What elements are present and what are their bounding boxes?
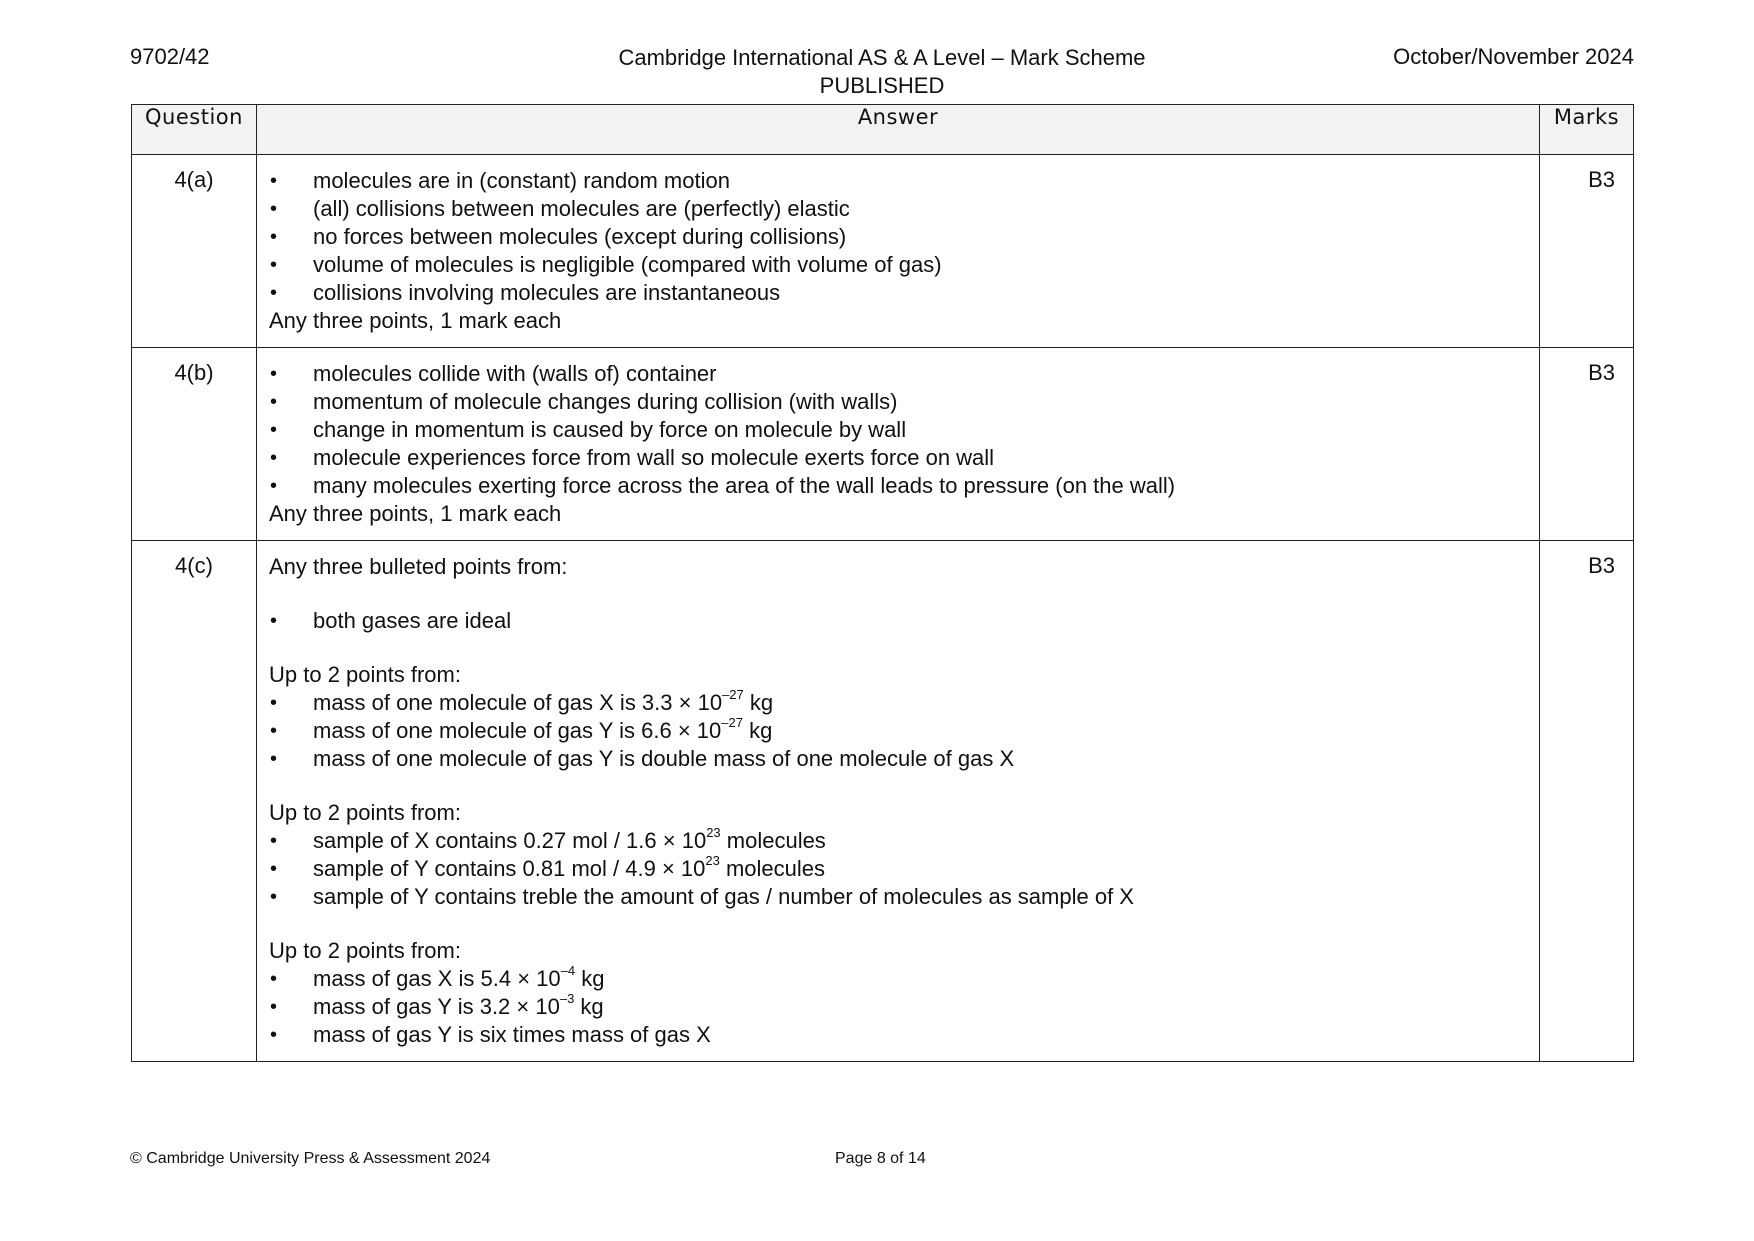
bullet-unit: kg [743,690,774,715]
answer-bullet [269,714,1529,745]
answer-bullet: • many molecules exerting force across the area of the wall leads to pressure (on the wall) [269,472,1529,500]
exponent: 23 [706,824,721,840]
exponent: –27 [721,714,743,730]
group-heading: Up to 2 points from: [269,800,461,825]
question-number: 4(a) [132,155,257,348]
page-header [130,44,1634,104]
bullet-unit: kg [574,994,604,1019]
footer-page-number: Page 8 of 14 [835,1150,926,1167]
answer-bullet-list [269,824,1529,911]
question-number: 4(b) [132,348,257,541]
bullet-unit: kg [575,966,605,991]
answer-bullet: • sample of Y contains treble the amount of gas / number of molecules as sample of X [269,883,1529,911]
syllabus-code: 9702/42 [130,44,210,69]
bullet-text: sample of Y contains 0.81 mol / 4.9 × 10 [313,856,706,881]
table-header-row [132,105,1634,155]
table-row [132,348,1634,541]
column-header-question: Question [132,105,257,155]
answer-intro: Any three bulleted points from: [269,554,568,579]
answer-bullet: • momentum of molecule changes during collision (with walls) [269,388,1529,416]
marks-value: B3 [1540,541,1634,1062]
answer-bullet [269,852,1529,883]
answer-bullet: • molecules collide with (walls of) container [269,360,1529,388]
table-row [132,541,1634,1062]
document-subtitle: PUBLISHED [819,73,945,98]
answer-bullet [269,686,1529,717]
answer-bullet-list [269,607,1529,635]
exam-session: October/November 2024 [1393,44,1634,69]
answer-bullet: • (all) collisions between molecules are (perfectly) elastic [269,195,1529,223]
answer-bullet-list [269,360,1529,500]
marking-note: Any three points, 1 mark each [269,501,562,526]
answer-bullet [269,962,1529,993]
bullet-text: sample of X contains 0.27 mol / 1.6 × 10 [313,828,707,853]
answer-bullet [269,990,1529,1021]
document-title: Cambridge International AS & A Level – Mark Scheme [618,45,1146,70]
footer-copyright: © Cambridge University Press & Assessment 2024 [130,1150,491,1167]
bullet-text: mass of gas Y is 3.2 × 10 [313,994,560,1019]
answer-cell [257,541,1540,1062]
answer-bullet: • collisions involving molecules are instantaneous [269,279,1529,307]
marking-note: Any three points, 1 mark each [269,308,562,333]
bullet-text: mass of one molecule of gas Y is 6.6 × 10 [313,718,722,743]
answer-bullet [269,824,1529,855]
exponent: 23 [705,852,720,868]
answer-cell [257,348,1540,541]
answer-bullet: • no forces between molecules (except during collisions) [269,223,1529,251]
answer-bullet-list [269,962,1529,1049]
bullet-unit: molecules [719,856,826,881]
exponent: –3 [559,990,575,1006]
answer-bullet: • mass of gas Y is six times mass of gas X [269,1021,1529,1049]
mark-scheme-table [131,104,1634,1062]
table-row [132,155,1634,348]
marks-value: B3 [1540,155,1634,348]
answer-cell [257,155,1540,348]
question-number: 4(c) [132,541,257,1062]
answer-bullet: • change in momentum is caused by force on molecule by wall [269,416,1529,444]
answer-bullet: • molecules are in (constant) random motion [269,167,1529,195]
group-heading: Up to 2 points from: [269,938,461,963]
marks-value: B3 [1540,348,1634,541]
bullet-text: mass of gas X is 5.4 × 10 [313,966,561,991]
column-header-marks: Marks [1540,105,1634,155]
bullet-unit: molecules [720,828,826,853]
exponent: –4 [560,962,576,978]
answer-bullet: • volume of molecules is negligible (compared with volume of gas) [269,251,1529,279]
answer-bullet-list [269,167,1529,307]
column-header-answer: Answer [257,105,1540,155]
group-heading: Up to 2 points from: [269,662,461,687]
answer-bullet: • mass of one molecule of gas Y is double mass of one molecule of gas X [269,745,1529,773]
bullet-unit: kg [742,718,773,743]
answer-bullet-list [269,686,1529,773]
answer-bullet: • both gases are ideal [269,607,1529,635]
bullet-text: mass of one molecule of gas X is 3.3 × 10 [313,690,723,715]
answer-bullet: • molecule experiences force from wall so molecule exerts force on wall [269,444,1529,472]
exponent: –27 [722,686,744,702]
